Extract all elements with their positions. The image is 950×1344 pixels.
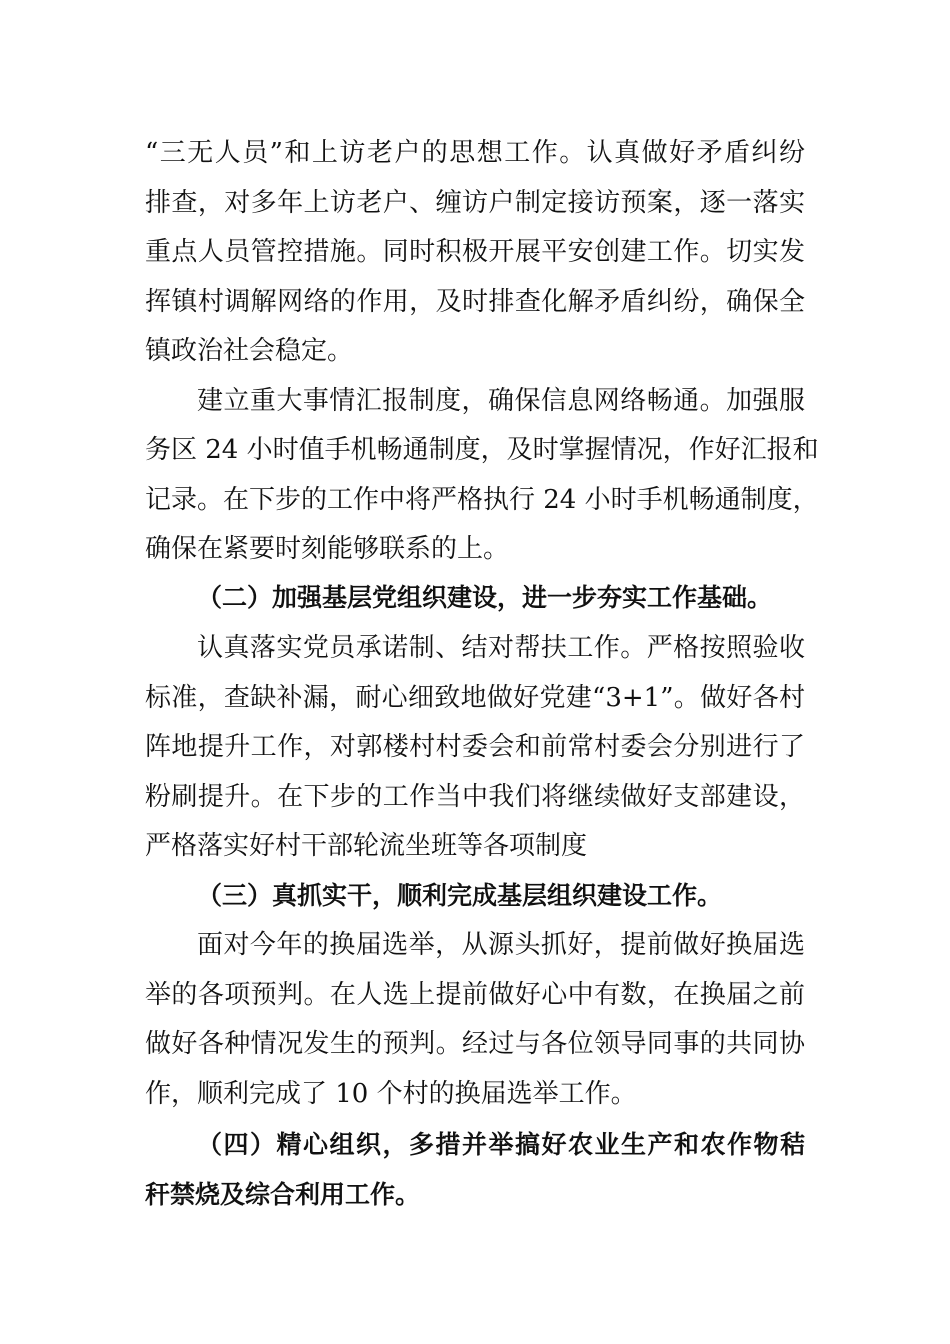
section-heading: （二）加强基层党组织建设，进一步夯实工作基础。 [197, 583, 773, 612]
body-text-line: 挥镇村调解网络的作用，及时排查化解矛盾纠纷，确保全 [145, 287, 805, 317]
section-heading-continued: 秆禁烧及综合利用工作。 [145, 1180, 421, 1209]
body-text-line: 阵地提升工作，对郭楼村村委会和前常村委会分别进行了 [145, 732, 805, 762]
body-text-line: 记录。在下步的工作中将严格执行 24 小时手机畅通制度， [145, 485, 819, 515]
body-text-line: 排查，对多年上访老户、缠访户制定接访预案，逐一落实 [145, 188, 805, 218]
body-text-line: 务区 24 小时值手机畅通制度，及时掌握情况，作好汇报和 [145, 435, 819, 465]
body-text-line: “三无人员”和上访老户的思想工作。认真做好矛盾纠纷 [145, 138, 805, 168]
body-text-line: 举的各项预判。在人选上提前做好心中有数，在换届之前 [145, 980, 805, 1010]
body-text-line: 认真落实党员承诺制、结对帮扶工作。严格按照验收 [197, 633, 805, 663]
section-heading: （三）真抓实干，顺利完成基层组织建设工作。 [197, 881, 723, 910]
body-text-line: 粉刷提升。在下步的工作当中我们将继续做好支部建设， [145, 782, 805, 812]
body-text-line: 确保在紧要时刻能够联系的上。 [145, 534, 510, 564]
body-text-line: 面对今年的换届选举，从源头抓好，提前做好换届选 [197, 930, 805, 960]
section-heading: （四）精心组织，多措并举搞好农业生产和农作物秸 [197, 1130, 805, 1159]
body-text-line: 镇政治社会稳定。 [145, 336, 354, 366]
body-text-line: 建立重大事情汇报制度，确保信息网络畅通。加强服 [197, 386, 805, 416]
body-text-line: 严格落实好村干部轮流坐班等各项制度 [145, 831, 588, 861]
body-text-line: 做好各种情况发生的预判。经过与各位领导同事的共同协 [145, 1029, 805, 1059]
body-text-line: 重点人员管控措施。同时积极开展平安创建工作。切实发 [145, 237, 805, 267]
body-text-line: 标准，查缺补漏，耐心细致地做好党建“3+1”。做好各村 [145, 683, 805, 713]
body-text-line: 作，顺利完成了 10 个村的换届选举工作。 [145, 1079, 637, 1109]
